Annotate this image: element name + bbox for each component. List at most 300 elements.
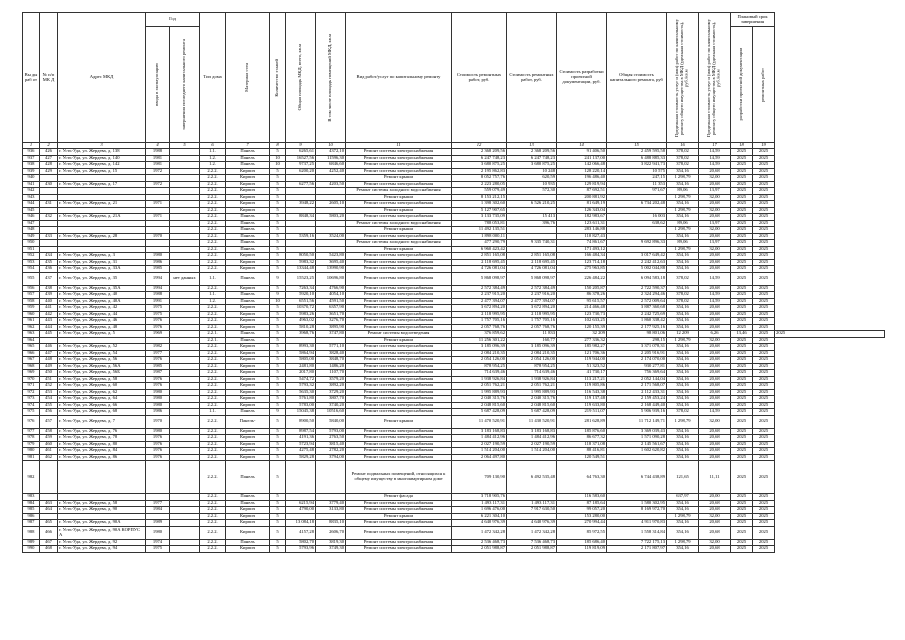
table-cell: Кирпич: [226, 454, 270, 461]
table-cell: 4252,40: [316, 168, 346, 175]
table-cell: 182 983,67: [557, 214, 607, 221]
table-cell: Панель: [226, 500, 270, 507]
table-cell: 5840,00: [316, 415, 346, 428]
table-cell: 3 133 735,09: [452, 214, 507, 221]
table-cell: 2 168 449,40: [607, 402, 667, 409]
table-cell: 981: [23, 454, 40, 461]
table-cell: Ремонт системы электроснабжения: [346, 298, 452, 305]
table-cell: 3 680 875,25: [452, 162, 507, 169]
table-cell: 6 526 210,25: [507, 201, 557, 208]
table-cell: 2025: [731, 337, 753, 344]
table-cell: 947: [23, 220, 40, 227]
table-cell: 946: [23, 214, 40, 221]
table-cell: 2606,70: [316, 526, 346, 539]
table-cell: 5983,32: [286, 259, 316, 266]
table-cell: 2025: [731, 194, 753, 201]
table-cell: 5: [270, 201, 286, 208]
table-cell: 2025: [753, 520, 775, 527]
table-cell: 2025: [731, 253, 753, 260]
table-cell: 354,16: [667, 454, 699, 461]
table-cell: Кирпич: [226, 266, 270, 273]
table-cell: 10516,60: [316, 409, 346, 416]
table-cell: 20,68: [699, 214, 731, 221]
table-cell: 270 994,44: [557, 520, 607, 527]
table-cell: 1980: [146, 526, 170, 539]
table-cell: 1976: [146, 448, 170, 455]
table-cell: 1994: [146, 272, 170, 285]
header-c9: [286, 13, 316, 143]
table-cell: 2025: [753, 188, 775, 195]
table-cell: нет данных: [170, 272, 200, 285]
table-cell: 968: [23, 363, 40, 370]
table-cell: 962: [23, 324, 40, 331]
table-cell: [170, 461, 200, 494]
table-cell: 6 960 423,42: [452, 246, 507, 253]
table-cell: 2025: [731, 149, 753, 156]
table-cell: 1975: [146, 311, 170, 318]
table-cell: 14,59: [699, 162, 731, 169]
table-cell: 11 833: [507, 331, 557, 338]
table-cell: 1976: [146, 383, 170, 390]
table-cell: 2025: [753, 331, 775, 338]
table-cell: 354,16: [667, 266, 699, 273]
table-cell: 953: [23, 259, 40, 266]
table-cell: 2025: [753, 428, 775, 435]
table-cell: Ремонт системы электроснабжения: [346, 435, 452, 442]
table-cell: 5: [270, 253, 286, 260]
table-cell: 2025: [731, 507, 753, 514]
table-cell: 5793,32: [286, 383, 316, 390]
table-cell: 1980: [146, 402, 170, 409]
table-cell: 982: [23, 461, 40, 494]
table-cell: 1988: [146, 149, 170, 156]
table-cell: 2 040 315,76: [507, 396, 557, 403]
table-cell: 378,02: [667, 162, 699, 169]
table-cell: 2025: [753, 220, 775, 227]
table-cell: 2 195 862,83: [452, 168, 507, 175]
table-cell: Ремонт системы водоотведения: [346, 331, 452, 338]
spreadsheet-sheet: [22, 12, 885, 553]
table-cell: 185 686,40: [557, 539, 607, 546]
table-cell: 440: [40, 298, 58, 305]
table-cell: 986: [23, 513, 40, 520]
table-cell: 1982: [146, 344, 170, 351]
table-cell: 119 944,00: [557, 357, 607, 364]
table-cell: 89,06: [667, 220, 699, 227]
table-cell: 2025: [731, 201, 753, 208]
table-cell: 450: [40, 370, 58, 377]
header-c11: Вид работ/услуг по капитальному ремонту: [346, 13, 452, 143]
table-cell: 354,16: [667, 389, 699, 396]
table-cell: 354,16: [667, 259, 699, 266]
table-cell: 3807,70: [316, 396, 346, 403]
table-cell: 985: [23, 507, 40, 514]
table-cell: Ремонт системы электроснабжения: [346, 454, 452, 461]
table-cell: Ремонт крыши: [346, 175, 452, 182]
table-cell: 756 369,64: [607, 370, 667, 377]
table-cell: 3749,30: [316, 546, 346, 553]
table-cell: Кирпич: [226, 350, 270, 357]
column-number-17: 17: [699, 143, 731, 149]
table-cell: 960: [23, 311, 40, 318]
table-cell: 354,16: [667, 285, 699, 292]
column-number-19: 19: [753, 143, 775, 149]
table-cell: 426: [40, 149, 58, 156]
table-cell: 5: [270, 546, 286, 553]
table-cell: 123 714,18: [557, 259, 607, 266]
table-cell: 6357,90: [316, 305, 346, 312]
table-cell: 429: [40, 168, 58, 175]
table-cell: 5: [270, 357, 286, 364]
table-cell: 16527,56: [286, 155, 316, 162]
table-cell: 2025: [753, 272, 775, 285]
table-cell: 463: [40, 500, 58, 507]
table-cell: 3828,40: [316, 350, 346, 357]
table-cell: 2 118 695,45: [452, 259, 507, 266]
table-cell: 5810,28: [286, 324, 316, 331]
table-cell: 378,02: [667, 298, 699, 305]
table-cell: 431: [40, 201, 58, 208]
table-cell: 5: [270, 331, 286, 338]
table-cell: Кирпич: [226, 311, 270, 318]
table-cell: 2025: [731, 520, 753, 527]
table-cell: 32,00: [699, 175, 731, 182]
table-cell: 5761,80: [286, 396, 316, 403]
table-cell: 2025: [731, 448, 753, 455]
table-cell: 6 744 438,89: [607, 461, 667, 494]
table-cell: 2025: [753, 292, 775, 299]
table-cell: 5864,94: [286, 350, 316, 357]
table-cell: 454: [40, 396, 58, 403]
table-cell: 2025: [753, 507, 775, 514]
table-cell: Панель: [226, 246, 270, 253]
table-cell: 2.2.2.: [200, 220, 226, 227]
table-cell: г. Усть-Уда, ул. Жердева, д. 46: [58, 318, 146, 325]
table-cell: 437: [40, 272, 58, 285]
table-cell: Ремонт крыши: [346, 513, 452, 520]
table-cell: 3819,30: [316, 539, 346, 546]
table-cell: 970: [23, 376, 40, 383]
table-cell: 85 972,55: [557, 526, 607, 539]
table-cell: 5474,72: [286, 376, 316, 383]
table-cell: 110 827,43: [557, 233, 607, 240]
table-cell: 1985: [146, 266, 170, 273]
table-cell: 5: [270, 227, 286, 234]
table-cell: 1 298,79: [667, 337, 699, 344]
table-cell: 5783,00: [286, 402, 316, 409]
table-cell: 14,59: [699, 298, 731, 305]
table-cell: 113 217,21: [557, 376, 607, 383]
table-cell: 354,16: [667, 448, 699, 455]
table-cell: 2.2.2.: [200, 507, 226, 514]
table-cell: 6846,60: [316, 162, 346, 169]
table-cell: 2025: [753, 415, 775, 428]
table-cell: 3 371 078,31: [607, 344, 667, 351]
table-cell: 8 052 757,76: [452, 175, 507, 182]
table-cell: 6265,61: [286, 149, 316, 156]
table-cell: 128 220,14: [557, 168, 607, 175]
table-cell: 2025: [731, 461, 753, 494]
table-cell: 2025: [753, 181, 775, 188]
table-cell: 13,97: [699, 240, 731, 247]
column-number-2: 2: [40, 143, 58, 149]
table-cell: 20,68: [699, 233, 731, 240]
table-cell: 3 017 649,42: [607, 253, 667, 260]
table-cell: 4591,50: [316, 298, 346, 305]
table-cell: 5: [270, 168, 286, 175]
table-cell: 2025: [731, 214, 753, 221]
table-cell: Кирпич: [226, 194, 270, 201]
table-cell: 354,16: [667, 363, 699, 370]
table-cell: 2017,80: [286, 370, 316, 377]
column-number-10: 10: [316, 143, 346, 149]
table-cell: Ремонт системы электроснабжения: [346, 428, 452, 435]
table-cell: [286, 461, 316, 494]
table-cell: Ремонт системы электроснабжения: [346, 272, 452, 285]
table-cell: 1972: [146, 181, 170, 188]
header-c5: [170, 27, 200, 143]
table-cell: 4 726 081,04: [507, 266, 557, 273]
table-cell: Панель: [226, 214, 270, 221]
table-cell: 2025: [731, 415, 753, 428]
table-cell: 1 995 889,93: [452, 389, 507, 396]
table-cell: 447: [40, 350, 58, 357]
table-cell: 2025: [731, 311, 753, 318]
column-number-6: 6: [200, 143, 226, 149]
table-cell: 1977: [146, 350, 170, 357]
table-cell: 2.2.2.: [200, 188, 226, 195]
table-cell: 11 470 520,91: [452, 415, 507, 428]
table-cell: 966: [23, 350, 40, 357]
table-cell: 5803,20: [316, 214, 346, 221]
table-cell: 396,76: [507, 220, 557, 227]
table-cell: 7 536 468,73: [507, 539, 557, 546]
table-cell: 5: [270, 383, 286, 390]
table-cell: 2025: [753, 383, 775, 390]
table-cell: 2025: [753, 526, 775, 539]
table-cell: 1991: [146, 298, 170, 305]
table-cell: 2.2.2.: [200, 526, 226, 539]
table-cell: 9 692 896,33: [607, 240, 667, 247]
table-cell: Ремонт системы электроснабжения: [346, 324, 452, 331]
table-cell: 427: [40, 155, 58, 162]
table-cell: 226 484,22: [557, 272, 607, 285]
table-cell: 5: [270, 415, 286, 428]
table-cell: 1.2.: [200, 162, 226, 169]
header-c1: Вы ды раб от: [23, 13, 40, 143]
table-cell: 2 851 165,08: [452, 253, 507, 260]
header-c3: Адрес МКД: [58, 13, 146, 143]
header-c18: [731, 27, 753, 143]
table-cell: 1 298,79: [667, 415, 699, 428]
table-cell: 119 819,09: [557, 546, 607, 553]
table-cell: 2481,80: [286, 363, 316, 370]
table-cell: 2025: [731, 266, 753, 273]
table-cell: 354,16: [667, 376, 699, 383]
table-cell: 989: [23, 539, 40, 546]
table-cell: Ремонт системы электроснабжения: [346, 318, 452, 325]
table-cell: 2 051 762,21: [452, 383, 507, 390]
table-cell: 714 639,46: [507, 370, 557, 377]
table-cell: 2.2.2.: [200, 246, 226, 253]
table-cell: 13344,48: [286, 266, 316, 273]
table-cell: 8987,54: [286, 428, 316, 435]
table-cell: 354,16: [667, 168, 699, 175]
table-cell: 1981: [146, 155, 170, 162]
table-cell: 443: [40, 318, 58, 325]
table-cell: 376 859,62: [452, 331, 507, 338]
table-cell: 432: [40, 214, 58, 221]
table-cell: 990: [23, 546, 40, 553]
table-cell: 2025: [731, 441, 753, 448]
table-cell: 14,59: [699, 149, 731, 156]
table-cell: 2.2.2.: [200, 363, 226, 370]
table-cell: 354,16: [667, 311, 699, 318]
table-cell: 32 209: [557, 331, 607, 338]
table-cell: 942: [23, 188, 40, 195]
table-cell: г. Усть-Уда, ул. Жердева, д. 40: [58, 292, 146, 299]
table-cell: 15 413: [507, 214, 557, 221]
table-cell: 5: [270, 396, 286, 403]
table-cell: 354,16: [667, 357, 699, 364]
table-cell: 20,68: [699, 259, 731, 266]
table-cell: 6 094 583,18: [607, 272, 667, 285]
table-cell: 2 027 190,59: [507, 441, 557, 448]
table-cell: 2025: [753, 344, 775, 351]
table-cell: 441: [40, 305, 58, 312]
header-c7: [226, 13, 270, 143]
table-cell: Панель: [226, 227, 270, 234]
table-cell: 123 730,73: [557, 311, 607, 318]
table-cell: 1 558 314,84: [607, 526, 667, 539]
table-cell: 119 137,48: [557, 396, 607, 403]
table-cell: 7 917 630,50: [507, 507, 557, 514]
table-cell: 2.2.2.: [200, 344, 226, 351]
table-cell: 2.2.2.: [200, 370, 226, 377]
table-cell: 2.2.2.: [200, 240, 226, 247]
table-cell: 442: [40, 311, 58, 318]
table-cell: 459: [40, 435, 58, 442]
table-cell: 298,15: [607, 337, 667, 344]
table-cell: 3 672 894,20: [452, 305, 507, 312]
table-cell: 116 543,38: [557, 389, 607, 396]
table-cell: г. Усть-Уда, ул. Жердева, д. 140: [58, 155, 146, 162]
table-cell: [146, 461, 170, 494]
table-cell: 2 048 815,60: [452, 402, 507, 409]
table-cell: 20,68: [699, 546, 731, 553]
table-cell: 11 256 301,22: [452, 337, 507, 344]
table-cell: 963: [23, 331, 40, 338]
table-cell: 1 298,79: [667, 194, 699, 201]
table-cell: Ремонт системы электроснабжения: [346, 507, 452, 514]
table-cell: 5829,28: [286, 454, 316, 461]
table-cell: 4191,36: [286, 435, 316, 442]
table-cell: Ремонт системы электроснабжения: [346, 181, 452, 188]
table-cell: 464: [40, 507, 58, 514]
table-cell: 2025: [731, 220, 753, 227]
table-cell: 2025: [731, 175, 753, 182]
table-cell: 2025: [753, 253, 775, 260]
table-cell: Ремонт системы электроснабжения: [346, 402, 452, 409]
table-cell: Ремонт системы электроснабжения: [346, 214, 452, 221]
table-cell: 5: [270, 500, 286, 507]
table-cell: 1 757 705,16: [452, 318, 507, 325]
table-cell: 457: [40, 415, 58, 428]
table-cell: 6215,94: [286, 500, 316, 507]
table-cell: 1 938 926,84: [452, 376, 507, 383]
table-cell: 2 084 210,35: [452, 350, 507, 357]
table-cell: 2.2.2.: [200, 305, 226, 312]
table-cell: Ремонт системы электроснабжения: [346, 376, 452, 383]
table-cell: 2 057 768,76: [452, 324, 507, 331]
table-cell: 930 277,81: [607, 363, 667, 370]
table-cell: 1486,20: [316, 363, 346, 370]
table-cell: 6200,20: [286, 168, 316, 175]
table-cell: 958: [23, 298, 40, 305]
table-cell: 2 477 394,07: [452, 298, 507, 305]
table-cell: 16 003: [607, 214, 667, 221]
table-cell: 219 511,07: [557, 409, 607, 416]
table-cell: 1 298,79: [667, 227, 699, 234]
table-cell: г. Усть-Уда, ул. Жердева, д. 58: [58, 500, 146, 507]
table-cell: 8 169 972,70: [607, 507, 667, 514]
table-cell: 1972: [146, 168, 170, 175]
table-cell: 1970: [146, 233, 170, 240]
table-cell: 944: [23, 201, 40, 208]
table-cell: 160,77: [507, 337, 557, 344]
table-cell: Ремонт подвальных помещений, относящихся к общему имуществу в многоквартирном доме: [346, 461, 452, 494]
table-cell: Кирпич: [226, 507, 270, 514]
table-cell: Кирпич: [226, 526, 270, 539]
table-cell: 2025: [731, 344, 753, 351]
table-cell: 1.1.: [200, 272, 226, 285]
table-cell: 2 145 561,67: [607, 441, 667, 448]
table-cell: 2025: [753, 305, 775, 312]
table-cell: 2025: [731, 298, 753, 305]
table-cell: 477 290,79: [452, 240, 507, 247]
table-cell: 2025: [731, 539, 753, 546]
table-cell: Панель: [226, 155, 270, 162]
table-cell: 354,16: [667, 435, 699, 442]
table-cell: Ремонт системы электроснабжения: [346, 409, 452, 416]
table-cell: Ремонт системы электроснабжения: [346, 546, 452, 553]
table-cell: 5: [270, 246, 286, 253]
table-cell: 13,46: [731, 331, 753, 338]
table-cell: 8 153 212,15: [452, 194, 507, 201]
table-cell: 32,00: [699, 194, 731, 201]
table-cell: Кирпич: [226, 402, 270, 409]
table-cell: 354,16: [667, 350, 699, 357]
table-cell: Кирпич: [226, 376, 270, 383]
table-cell: 2025: [753, 546, 775, 553]
table-cell: 2.2.2.: [200, 500, 226, 507]
table-cell: 2763,50: [316, 435, 346, 442]
table-cell: 10370,72: [286, 305, 316, 312]
table-cell: 4 640 976,39: [507, 520, 557, 527]
table-cell: Ремонт системы электроснабжения: [346, 305, 452, 312]
column-number-8: 8: [270, 143, 286, 149]
table-cell: Ремонт системы электроснабжения: [346, 396, 452, 403]
table-cell: 2025: [731, 324, 753, 331]
table-cell: 467: [40, 539, 58, 546]
table-cell: Ремонт системы электроснабжения: [346, 162, 452, 169]
table-cell: 1.1.: [200, 409, 226, 416]
table-cell: 64 763,30: [557, 461, 607, 494]
table-cell: 1980: [146, 389, 170, 396]
table-cell: 354,16: [667, 201, 699, 208]
table-cell: 979: [23, 441, 40, 448]
table-cell: Панель: [226, 162, 270, 169]
